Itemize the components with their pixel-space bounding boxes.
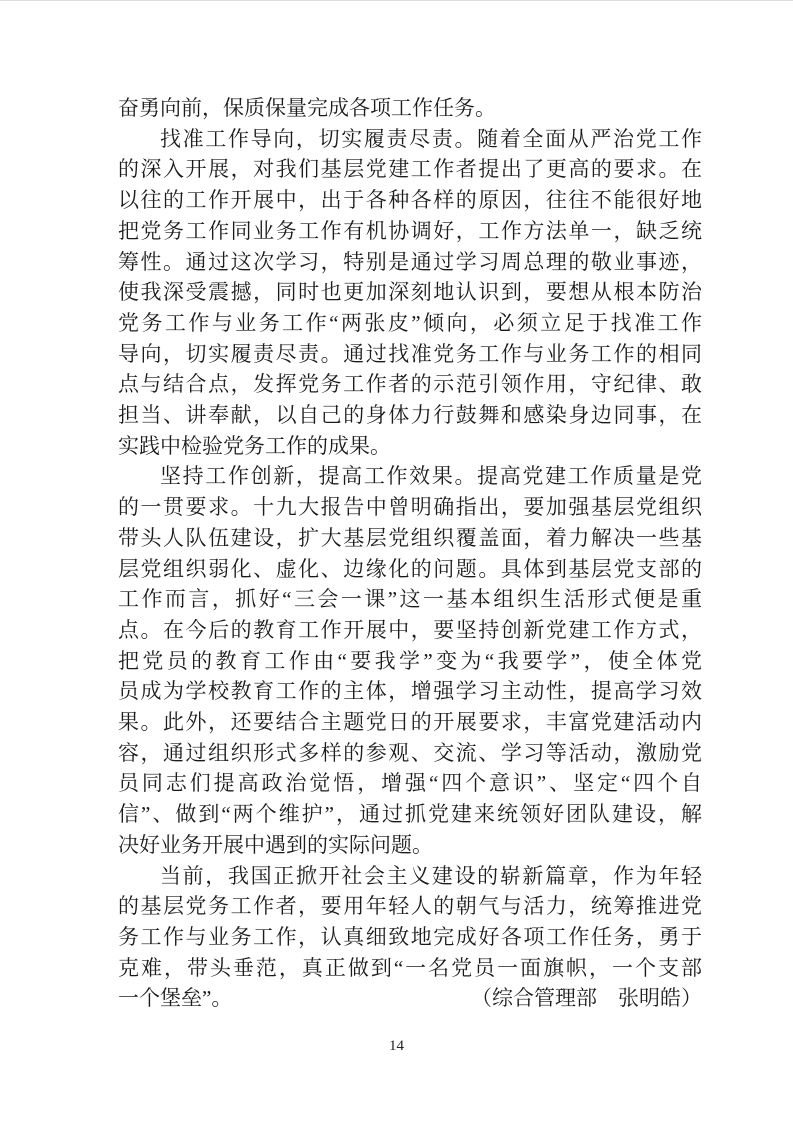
text-line: 的深入开展，对我们基层党建工作者提出了更高的要求。在 bbox=[118, 157, 702, 182]
closing-text: 一个堡垒”。 bbox=[118, 986, 233, 1011]
text-line: 的一贯要求。十九大报告中曾明确指出，要加强基层党组织 bbox=[118, 495, 702, 520]
paragraph bbox=[118, 93, 702, 124]
text-line: 筹性。通过这次学习，特别是通过学习周总理的敬业事迹， bbox=[118, 249, 702, 274]
text-line: 把党员的教育工作由“要我学”变为“我要学”，使全体党 bbox=[118, 648, 702, 673]
paragraph bbox=[118, 861, 702, 1015]
text-line: 导向，切实履责尽责。通过找准党务工作与业务工作的相同 bbox=[118, 341, 702, 366]
text-line: 奋勇向前，保质保量完成各项工作任务。 bbox=[118, 96, 496, 120]
text-line: 坚持工作创新，提高工作效果。提高党建工作质量是党 bbox=[160, 464, 702, 489]
text-line: 点与结合点，发挥党务工作者的示范引领作用，守纪律、敢 bbox=[118, 372, 702, 397]
text-line: 党务工作与业务工作“两张皮”倾向，必须立足于找准工作 bbox=[118, 310, 702, 335]
text-line: 使我深受震撼，同时也更加深刻地认识到，要想从根本防治 bbox=[118, 280, 702, 305]
text-line: 层党组织弱化、虚化、边缘化的问题。具体到基层党支部的 bbox=[118, 556, 702, 581]
text-line: 员同志们提高政治觉悟，增强“四个意识”、坚定“四个自 bbox=[118, 771, 702, 796]
text-line: 决好业务开展中遇到的实际问题。 bbox=[118, 832, 433, 857]
text-line: 务工作与业务工作，认真细致地完成好各项工作任务，勇于 bbox=[118, 924, 702, 949]
text-line: 担当、讲奉献，以自己的身体力行鼓舞和感染身边同事，在 bbox=[118, 403, 702, 428]
paragraph bbox=[118, 124, 702, 462]
text-line: 信”、做到“两个维护”，通过抓党建来统领好团队建设，解 bbox=[118, 802, 702, 827]
text-line: 把党务工作同业务工作有机协调好，工作方法单一，缺乏统 bbox=[118, 218, 702, 243]
text-line: 工作而言，抓好“三会一课”这一基本组织生活形式便是重 bbox=[118, 587, 702, 612]
paragraph bbox=[118, 461, 702, 860]
text-line: 员成为学校教育工作的主体，增强学习主动性，提高学习效 bbox=[118, 679, 702, 704]
text-line: 克难，带头垂范，真正做到“一名党员一面旗帜，一个支部 bbox=[118, 955, 702, 980]
text-line: 当前，我国正掀开社会主义建设的崭新篇章，作为年轻 bbox=[160, 863, 702, 888]
text-line: 带头人队伍建设，扩大基层党组织覆盖面，着力解决一些基 bbox=[118, 525, 702, 550]
text-line: 点。在今后的教育工作开展中，要坚持创新党建工作方式， bbox=[118, 617, 702, 642]
text-line: 以往的工作开展中，出于各种各样的原因，往往不能很好地 bbox=[118, 188, 702, 213]
document-body bbox=[118, 93, 702, 1014]
closing-line bbox=[118, 983, 702, 1014]
text-line: 容，通过组织形式多样的参观、交流、学习等活动，激励党 bbox=[118, 740, 702, 765]
page-top-edge-line bbox=[0, 0, 793, 1]
author-signature: （综合管理部 张明皓） bbox=[471, 986, 702, 1011]
text-line: 找准工作导向，切实履责尽责。随着全面从严治党工作 bbox=[160, 126, 702, 151]
page-number: 14 bbox=[389, 1038, 404, 1054]
text-line: 的基层党务工作者，要用年轻人的朝气与活力，统筹推进党 bbox=[118, 894, 702, 919]
text-line: 实践中检验党务工作的成果。 bbox=[118, 433, 391, 458]
text-line: 果。此外，还要结合主题党日的开展要求，丰富党建活动内 bbox=[118, 710, 702, 735]
